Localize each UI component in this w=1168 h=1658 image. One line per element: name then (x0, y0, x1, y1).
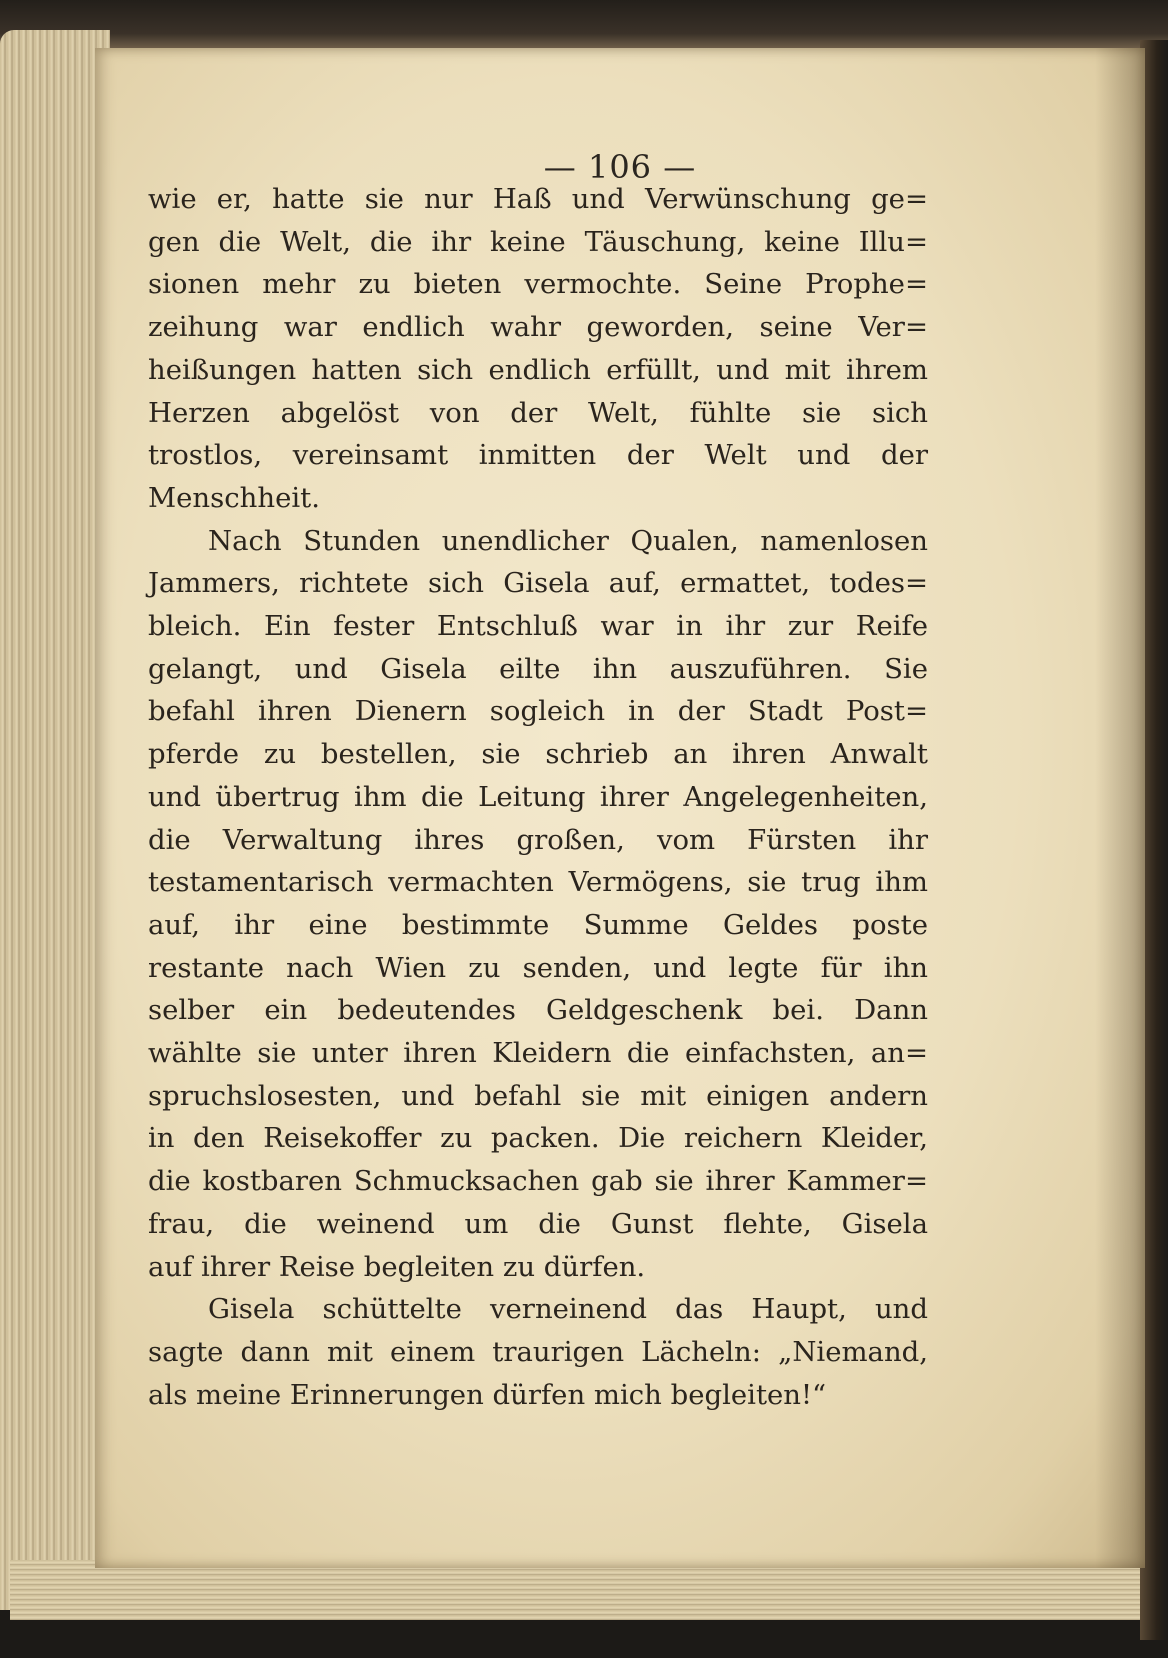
text-line: die Verwaltung ihres großen, vom Fürsten ihr (148, 823, 928, 856)
text-line: gen die Welt, die ihr keine Täuschung, keine Illu= (148, 225, 928, 258)
text-line: und übertrug ihm die Leitung ihrer Angelegenheiten, (148, 780, 928, 813)
text-line: in den Reisekoffer zu packen. Die reichern Kleider, (148, 1122, 928, 1155)
text-line: bleich. Ein fester Entschluß war in ihr zur Reife (148, 610, 928, 643)
text-line: die kostbaren Schmucksachen gab sie ihrer Kammer= (148, 1165, 928, 1198)
text-line: trostlos, vereinsamt inmitten der Welt und der (148, 439, 928, 472)
text-line: sionen mehr zu bieten vermochte. Seine Prophe= (148, 268, 928, 301)
text-line: auf ihrer Reise begleiten zu dürfen. (148, 1250, 646, 1283)
text-line: Menschheit. (148, 481, 320, 514)
text-line: frau, die weinend um die Gunst flehte, Gisela (148, 1207, 928, 1240)
text-line: selber ein bedeutendes Geldgeschenk bei. Dann (148, 994, 928, 1027)
text-line: Nach Stunden unendlicher Qualen, namenlosen (208, 524, 928, 557)
text-line: spruchslosesten, und befahl sie mit einigen andern (148, 1079, 928, 1112)
text-line: heißungen hatten sich endlich erfüllt, und mit ihrem (148, 353, 928, 386)
text-line: zeihung war endlich wahr geworden, seine Ver= (148, 311, 928, 344)
spine-shadow (1095, 48, 1145, 1568)
text-line: als meine Erinnerungen dürfen mich begleiten!“ (148, 1378, 827, 1411)
text-line: sagte dann mit einem traurigen Lächeln: „Niemand, (148, 1335, 928, 1368)
text-line: restante nach Wien zu senden, und legte für ihn (148, 951, 928, 984)
text-line: Jammers, richtete sich Gisela auf, ermattet, todes= (148, 567, 928, 600)
text-line: gelangt, und Gisela eilte ihn auszuführen. Sie (148, 652, 928, 685)
page-stack-bottom (10, 1560, 1140, 1620)
text-line: befahl ihren Dienern sogleich in der Stadt Post= (148, 695, 928, 728)
text-line: auf, ihr eine bestimmte Summe Geldes poste (148, 908, 928, 941)
text-line: Gisela schüttelte verneinend das Haupt, und (208, 1293, 928, 1326)
text-line: Herzen abgelöst von der Welt, fühlte sie sich (148, 396, 928, 429)
text-line: testamentarisch vermachten Vermögens, sie trug ihm (148, 866, 928, 899)
text-line: wählte sie unter ihren Kleidern die einfachsten, an= (148, 1037, 928, 1070)
page-stack-left (0, 30, 110, 1610)
text-line: pferde zu bestellen, sie schrieb an ihren Anwalt (148, 738, 928, 771)
page-number: — 106 — (543, 148, 697, 186)
book-top-edge (0, 0, 1168, 48)
body-text (148, 178, 928, 1416)
text-line: wie er, hatte sie nur Haß und Verwünschung ge= (148, 183, 928, 215)
